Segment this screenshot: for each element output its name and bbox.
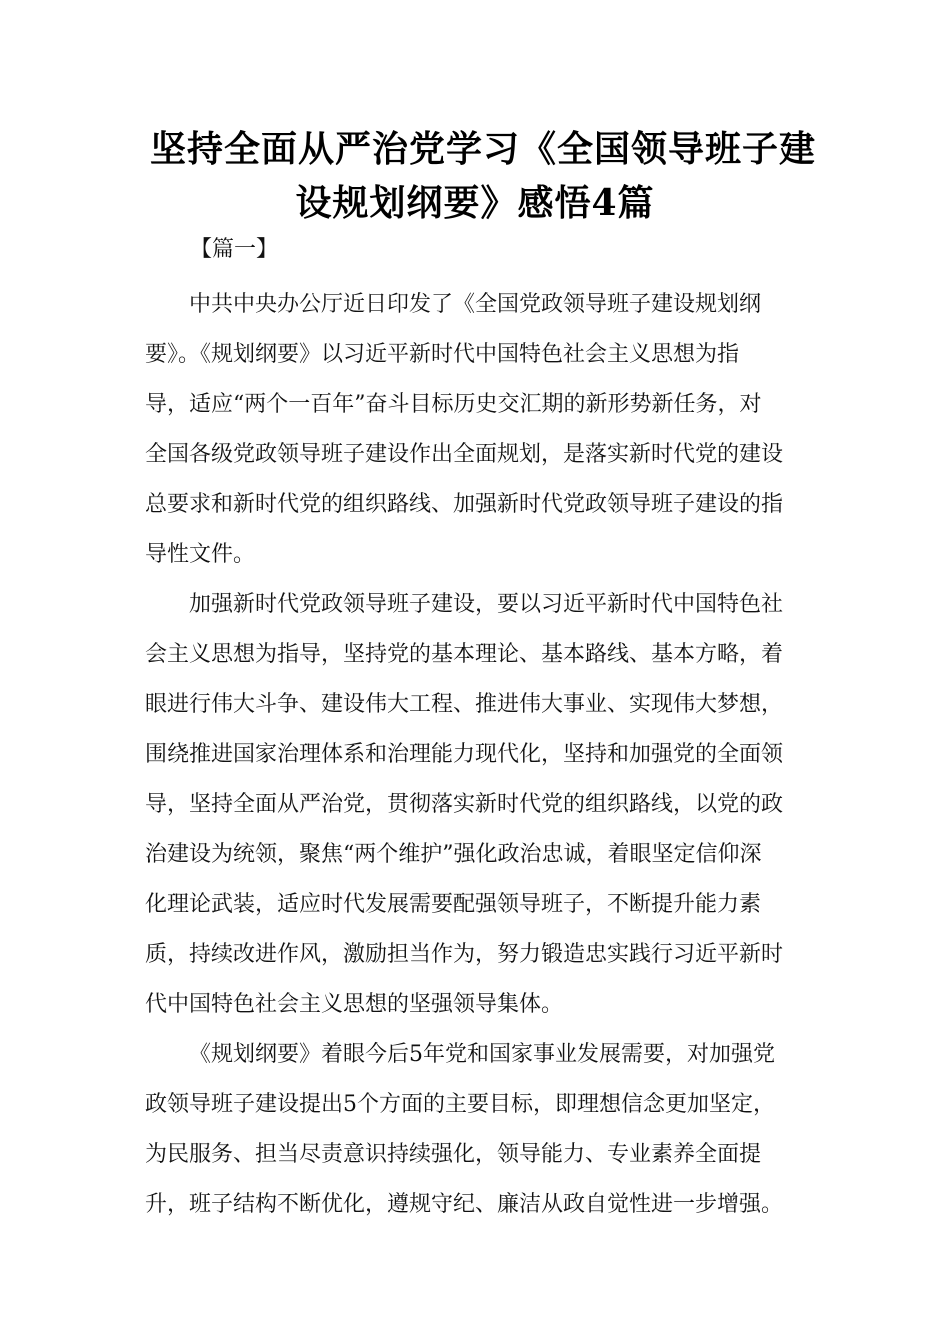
paragraph-line: 代中国特色社会主义思想的坚强领导集体。 [145,992,564,1017]
paragraph-line: 全国各级党政领导班子建设作出全面规划，是落实新时代党的建设 [145,442,784,467]
document-title [150,122,817,230]
paragraph-line: 围绕推进国家治理体系和治理能力现代化，坚持和加强党的全面领 [145,742,784,767]
paragraph-3 [145,1030,810,1230]
paragraph-line: 政领导班子建设提出5个方面的主要目标，即理想信念更加坚定， [145,1092,775,1117]
paragraph-line: 质，持续改进作风，激励担当作为，努力锻造忠实践行习近平新时 [145,942,784,967]
document-body [145,280,810,1230]
paragraph-line: 导性文件。 [145,542,256,567]
paragraph-line: 导，适应“两个一百年”奋斗目标历史交汇期的新形势新任务，对 [145,392,762,417]
paragraph-line: 加强新时代党政领导班子建设，要以习近平新时代中国特色社 [189,592,784,617]
paragraph-2 [145,580,810,1030]
paragraph-line: 眼进行伟大斗争、建设伟大工程、推进伟大事业、实现伟大梦想， [145,692,784,717]
document-title-line-2: 设规划纲要》感悟4篇 [295,182,655,224]
paragraph-line: 治建设为统领，聚焦“两个维护”强化政治忠诚，着眼坚定信仰深 [145,842,762,867]
paragraph-line: 导，坚持全面从严治党，贯彻落实新时代党的组织路线，以党的政 [145,792,784,817]
paragraph-1 [145,280,810,580]
document-title-line-1: 坚持全面从严治党学习《全国领导班子建 [150,128,817,170]
paragraph-line: 为民服务、担当尽责意识持续强化，领导能力、专业素养全面提 [145,1142,762,1167]
paragraph-line: 总要求和新时代党的组织路线、加强新时代党政领导班子建设的指 [145,492,784,517]
paragraph-line: 升，班子结构不断优化，遵规守纪、廉洁从政自觉性进一步增强。 [145,1192,784,1217]
paragraph-line: 《规划纲要》着眼今后5年党和国家事业发展需要，对加强党 [189,1042,775,1067]
section-heading: 【篇一】 [190,237,279,262]
paragraph-line: 会主义思想为指导，坚持党的基本理论、基本路线、基本方略，着 [145,642,784,667]
paragraph-line: 化理论武装，适应时代发展需要配强领导班子，不断提升能力素 [145,892,762,917]
paragraph-line: 要》。《规划纲要》以习近平新时代中国特色社会主义思想为指 [145,342,740,367]
paragraph-line: 中共中央办公厅近日印发了《全国党政领导班子建设规划纲 [189,292,762,317]
